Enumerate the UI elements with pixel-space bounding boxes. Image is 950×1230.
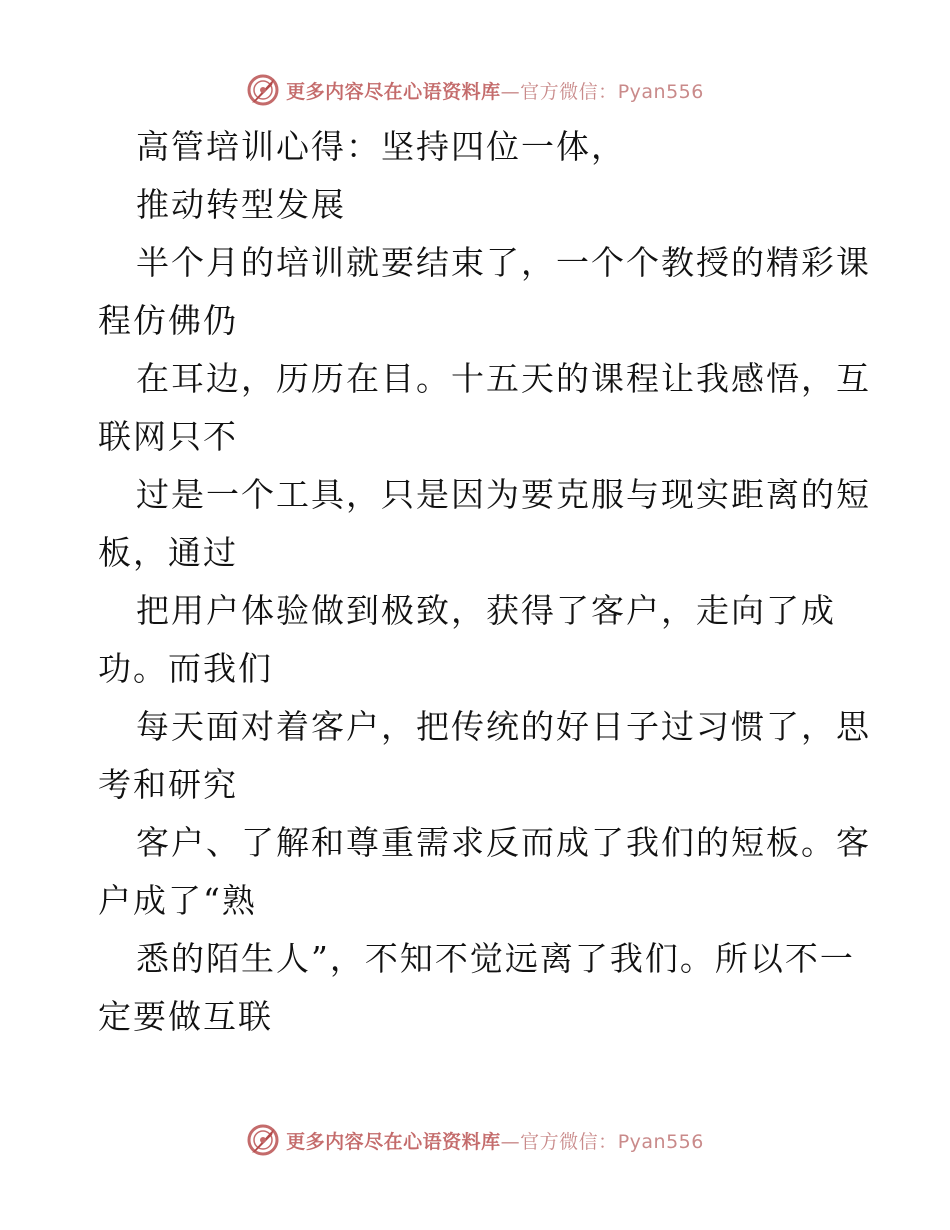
watermark-text: [286, 1127, 704, 1154]
text-line: 功。而我们: [98, 649, 273, 688]
text-line: 半个月的培训就要结束了，一个个教授的精彩课: [136, 243, 871, 282]
header-watermark: [0, 70, 950, 110]
text-line: 悉的陌生人”，不知不觉远离了我们。所以不一: [136, 939, 855, 978]
quill-seal-icon: [246, 73, 280, 107]
text-line: 在耳边，历历在目。十五天的课程让我感悟，互: [136, 359, 871, 398]
watermark-dash: —: [500, 80, 521, 103]
watermark-dash: —: [500, 1130, 521, 1153]
quill-seal-icon: [246, 1123, 280, 1157]
text-line: 推动转型发展: [136, 185, 346, 224]
watermark-wechat: Pyan556: [617, 80, 704, 103]
footer-watermark: [0, 1120, 950, 1160]
document-body: [98, 118, 871, 1046]
text-line: 客户、了解和尊重需求反而成了我们的短板。客: [136, 823, 871, 862]
text-line: 高管培训心得：坚持四位一体，: [136, 127, 626, 166]
watermark-text: [286, 77, 704, 104]
watermark-label: 官方微信：: [520, 80, 618, 103]
text-line: 考和研究: [98, 765, 238, 804]
text-line: 每天面对着客户，把传统的好日子过习惯了，思: [136, 707, 871, 746]
watermark-label: 官方微信：: [520, 1130, 618, 1153]
text-line: 把用户体验做到极致，获得了客户，走向了成: [136, 591, 836, 630]
watermark-brand: 更多内容尽在心语资料库: [286, 1130, 501, 1153]
text-line: 过是一个工具，只是因为要克服与现实距离的短: [136, 475, 871, 514]
watermark-brand: 更多内容尽在心语资料库: [286, 80, 501, 103]
text-line: 户成了“熟: [98, 881, 257, 920]
text-line: 联网只不: [98, 417, 238, 456]
text-line: 定要做互联: [98, 997, 273, 1036]
watermark-wechat: Pyan556: [617, 1130, 704, 1153]
text-line: 板，通过: [98, 533, 238, 572]
text-line: 程仿佛仍: [98, 301, 238, 340]
